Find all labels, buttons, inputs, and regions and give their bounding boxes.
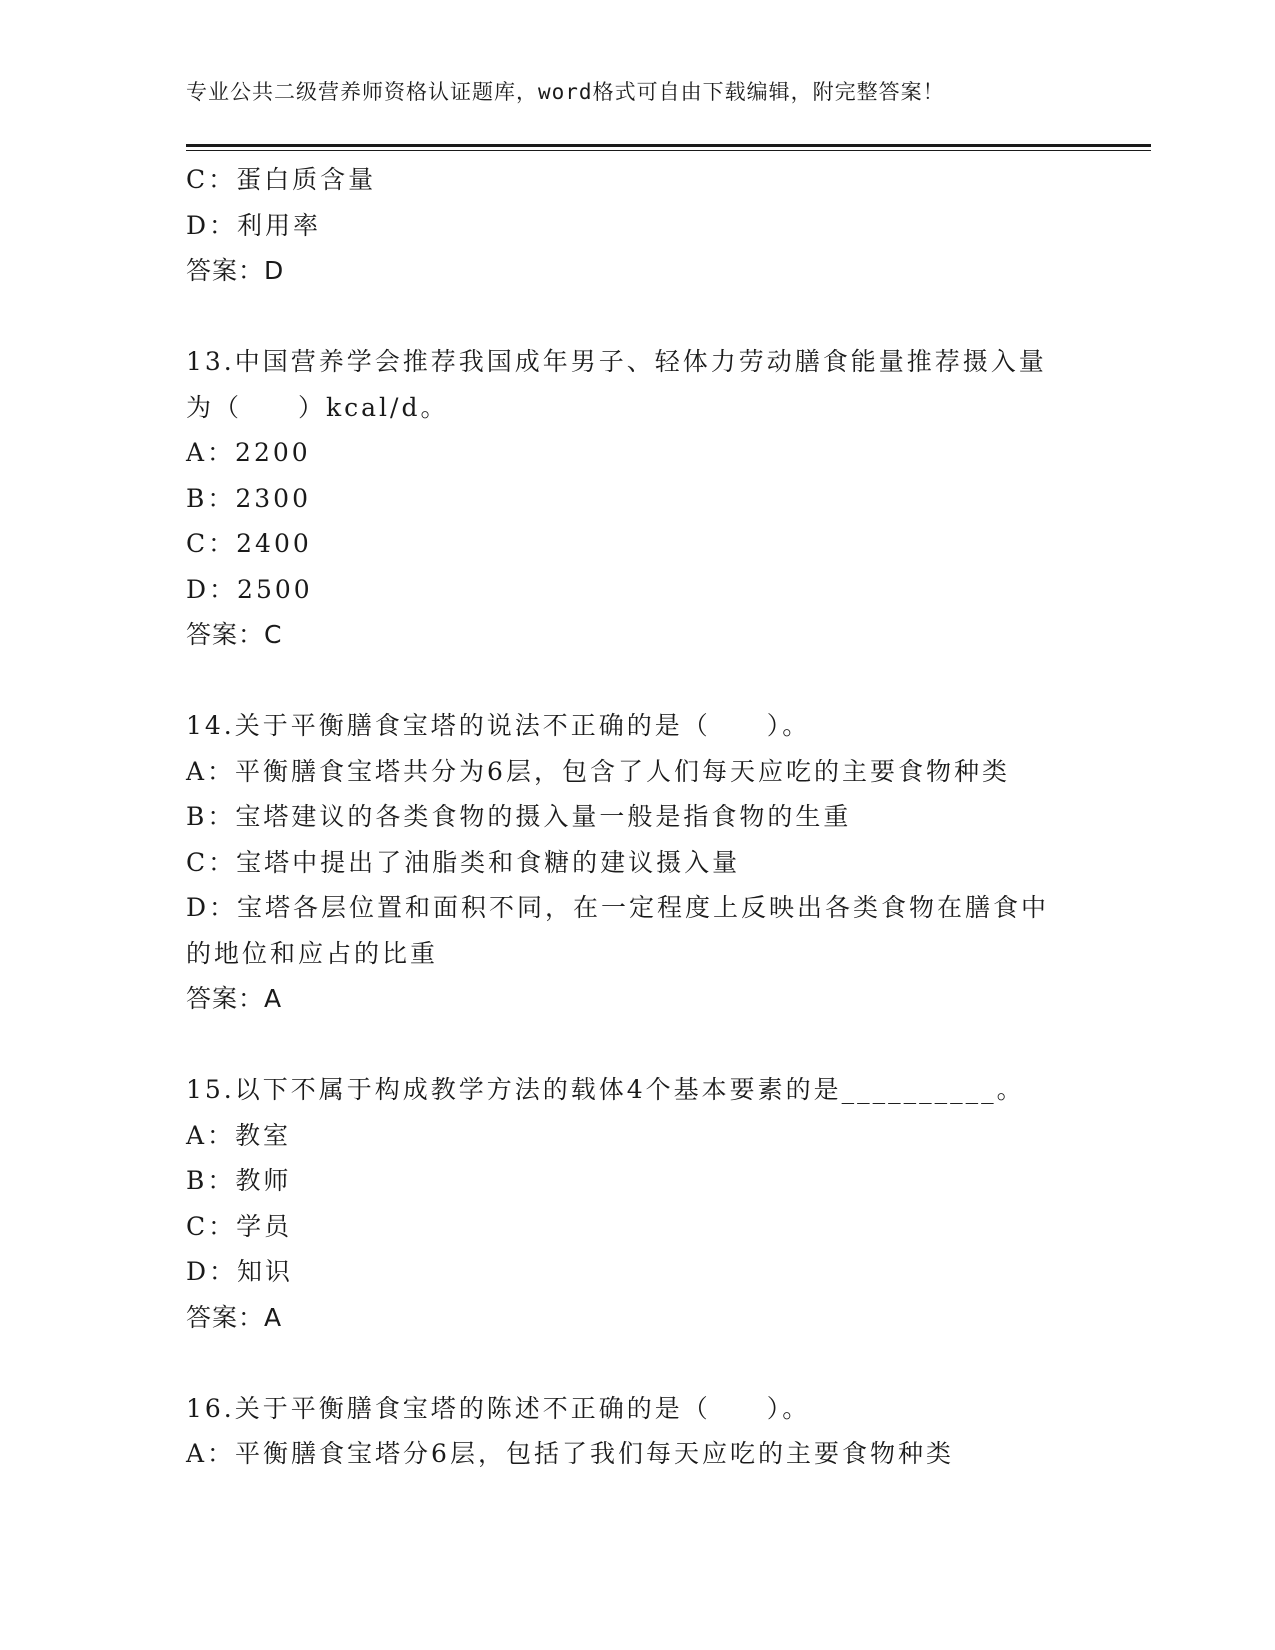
prev-answer: 答案：D xyxy=(186,256,285,285)
q15-option-b: B：教师 xyxy=(186,1166,292,1195)
spacer xyxy=(186,294,1146,340)
q13-option-a: A：2200 xyxy=(186,438,311,467)
q14-option-a: A：平衡膳食宝塔共分为6层，包含了人们每天应吃的主要食物种类 xyxy=(186,756,1010,786)
q13-option-b: B：2300 xyxy=(186,483,311,513)
q16-stem: 16.关于平衡膳食宝塔的陈述不正确的是（ ）。 xyxy=(186,1393,811,1423)
q13-option-c: C：2400 xyxy=(186,529,312,558)
q15-option-d: D：知识 xyxy=(186,1257,294,1286)
q14-option-d-line2: 的地位和应占的比重 xyxy=(186,938,439,968)
q14-option-b: B：宝塔建议的各类食物的摄入量一般是指食物的生重 xyxy=(186,802,852,831)
q13-option-d: D：2500 xyxy=(186,574,313,604)
spacer xyxy=(186,1022,1146,1068)
header-divider-thin xyxy=(186,150,1151,151)
q15-answer-blank: __________ xyxy=(841,1075,997,1104)
q13-stem-line2: 为（ ）kcal/d。 xyxy=(186,392,449,422)
prev-option-d: D：利用率 xyxy=(186,210,322,240)
q16-option-a: A：平衡膳食宝塔分6层，包括了我们每天应吃的主要食物种类 xyxy=(186,1439,954,1468)
spacer xyxy=(186,658,1146,704)
q15-stem xyxy=(186,1067,1146,1113)
q15-stem-text: 15.以下不属于构成教学方法的载体4个基本要素的是 xyxy=(186,1075,842,1104)
page-header: 专业公共二级营养师资格认证题库，word格式可自由下载编辑，附完整答案！ xyxy=(186,80,945,104)
question-list xyxy=(186,157,1146,1477)
q15-option-c: C：学员 xyxy=(186,1211,293,1241)
header-divider-thick xyxy=(186,144,1151,147)
prev-option-c: C：蛋白质含量 xyxy=(186,165,377,194)
q14-answer: 答案：A xyxy=(186,984,283,1013)
q15-option-a: A：教室 xyxy=(186,1120,292,1150)
spacer xyxy=(186,1340,1146,1386)
q13-stem-line1: 13.中国营养学会推荐我国成年男子、轻体力劳动膳食能量推荐摄入量 xyxy=(186,347,1047,376)
q14-option-d-line1: D：宝塔各层位置和面积不同，在一定程度上反映出各类食物在膳食中 xyxy=(186,893,1050,922)
q15-answer: 答案：A xyxy=(186,1302,283,1332)
q14-option-c: C：宝塔中提出了油脂类和食糖的建议摄入量 xyxy=(186,847,741,877)
q15-stem-end: 。 xyxy=(996,1075,1025,1104)
q14-stem: 14.关于平衡膳食宝塔的说法不正确的是（ ）。 xyxy=(186,711,811,740)
q13-answer: 答案：C xyxy=(186,620,283,649)
